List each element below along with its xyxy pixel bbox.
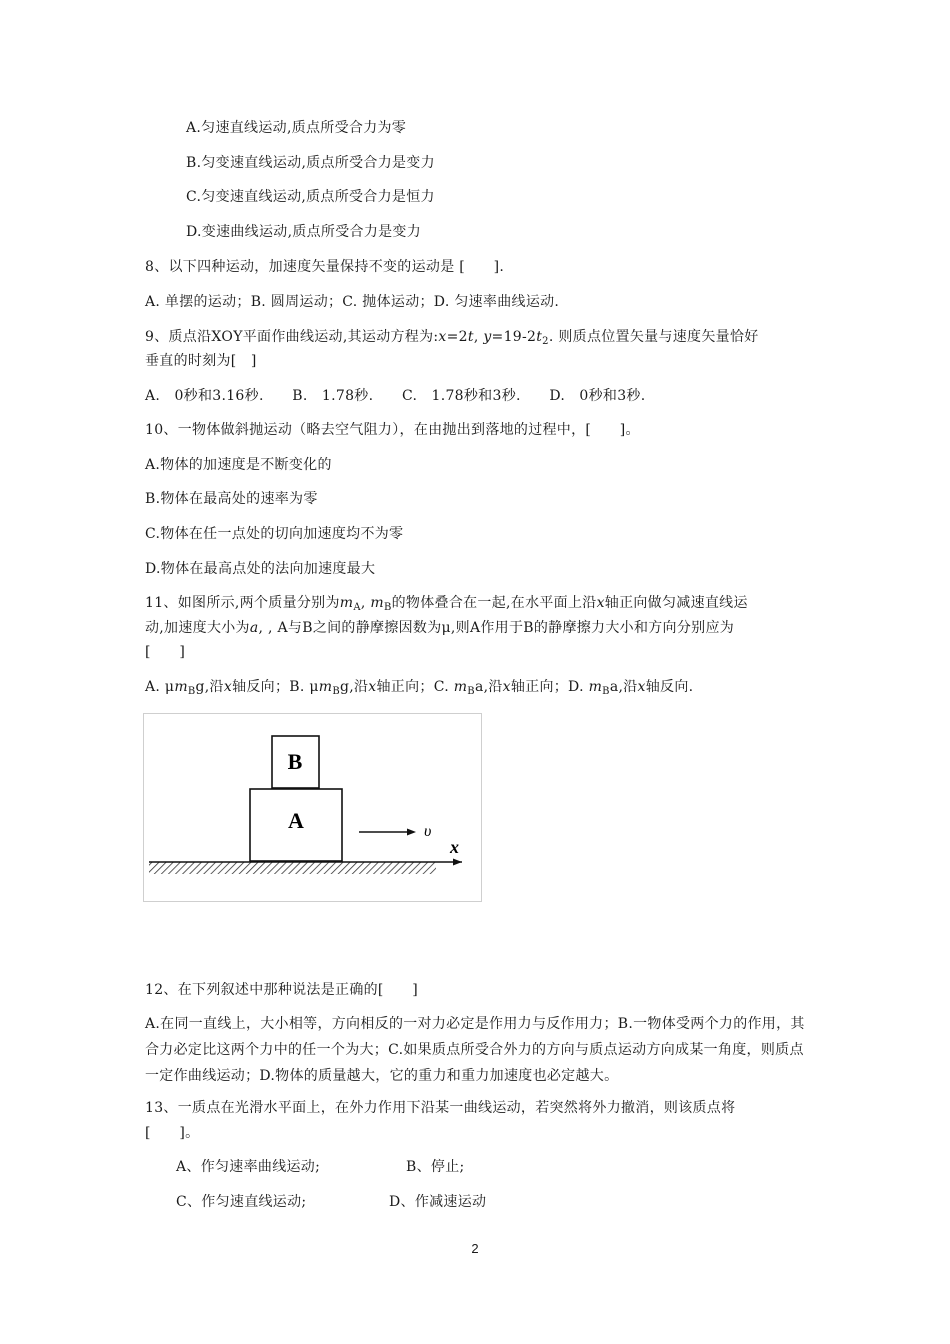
q13-stem-line2: [ ]。 — [145, 1125, 200, 1141]
q11-var-a: a — [249, 620, 259, 636]
q11-comma: , — [360, 595, 371, 611]
q11-var-m2: m — [370, 595, 384, 611]
q11-opt-a-1: A. μ — [145, 679, 175, 695]
q9-subscript: 2 — [542, 336, 549, 347]
block-diagram-svg — [144, 714, 481, 901]
q13-option-a: A、作匀速率曲线运动; — [176, 1159, 321, 1175]
page-number: 2 — [471, 1241, 479, 1256]
q13-option-c: C、作匀速直线运动; — [176, 1194, 307, 1210]
block-a-label: A — [288, 808, 304, 833]
q9-stem-tail: . 则质点位置矢量与速度矢量恰好 — [548, 329, 759, 345]
q7-option-b: B.匀变速直线运动,质点所受合力是变力 — [186, 155, 435, 171]
q11-bracket: [ ] — [145, 644, 186, 660]
q8-options: A. 单摆的运动；B. 圆周运动；C. 抛体运动；D. 匀速率曲线运动. — [145, 294, 560, 310]
velocity-label: υ — [424, 823, 432, 840]
q11-var-m: m — [339, 595, 354, 611]
q11-text-1: 11、如图所示,两个质量分别为 — [145, 595, 340, 611]
q11-line2 — [145, 619, 734, 637]
q10-option-b: B.物体在最高处的速率为零 — [145, 491, 318, 507]
q11-text-4: 动,加速度大小为 — [145, 620, 250, 636]
q9-options: A. 0秒和3.16秒. B. 1.78秒. C. 1.78秒和3秒. D. 0秒和3秒. — [145, 388, 646, 404]
q11-opt-d-sub: B — [602, 686, 610, 697]
q11-opt-c-3: 轴正向；D. — [510, 679, 589, 695]
x-axis-arrowhead — [453, 859, 462, 866]
q11-opt-b-2: g,沿 — [339, 679, 369, 695]
q11-opt-a-2: g,沿 — [195, 679, 224, 695]
q13-stem-line1: 13、一质点在光滑水平面上，在外力作用下沿某一曲线运动，若突然将外力撤消，则该质点将 — [145, 1100, 736, 1116]
q7-option-a: A.匀速直线运动,质点所受合力为零 — [186, 120, 407, 136]
q11-opt-c-m: m — [453, 679, 468, 695]
q11-opt-a-sub: B — [187, 686, 196, 697]
q11-opt-d-2: a,沿 — [609, 679, 638, 695]
q7-option-c: C.匀变速直线运动,质点所受合力是恒力 — [186, 189, 435, 205]
q9-stem-line2: 垂直的时刻为[ ] — [145, 353, 257, 369]
q9-var-y: y — [483, 329, 492, 345]
q10-option-a: A.物体的加速度是不断变化的 — [145, 457, 332, 473]
q9-x-eq: =2 — [446, 329, 468, 345]
q11-opt-c-x: x — [502, 679, 511, 695]
q12-stem: 12、在下列叙述中那种说法是正确的[ ] — [145, 982, 419, 998]
q11-text-2: 的物体叠合在一起,在水平面上沿 — [391, 595, 597, 611]
q11-text-5: , , A与B之间的静摩擦因数为μ,则A作用于B的静摩擦力大小和方向分别应为 — [258, 620, 735, 636]
q11-opt-d-3: 轴反向. — [645, 679, 694, 695]
q10-option-c: C.物体在任一点处的切向加速度均不为零 — [145, 526, 404, 542]
velocity-arrowhead — [407, 829, 416, 836]
q11-opt-b-m: m — [318, 679, 333, 695]
q11-opt-b-3: 轴正向；C. — [376, 679, 454, 695]
q11-text-3: 轴正向做匀减速直线运 — [604, 595, 748, 611]
q13-option-b: B、停止; — [406, 1159, 465, 1175]
q11-line1 — [145, 594, 748, 617]
q8-stem: 8、以下四种运动，加速度矢量保持不变的运动是 [ ]. — [145, 259, 505, 275]
q11-opt-d-m: m — [588, 679, 603, 695]
q11-options — [145, 678, 693, 701]
q9-sep: , — [473, 329, 484, 345]
q11-opt-c-2: a,沿 — [474, 679, 503, 695]
q11-sub-b: B — [383, 602, 392, 613]
q11-var-x: x — [596, 595, 605, 611]
q9-var-t: t — [467, 329, 474, 345]
block-diagram-figure — [143, 713, 482, 902]
ground-hatch — [149, 862, 436, 874]
q9-var-x: x — [438, 329, 447, 345]
q11-sub-a: A — [353, 602, 361, 613]
q9-stem-text: 9、质点沿XOY平面作曲线运动,其运动方程为: — [145, 329, 439, 345]
q12-body: A.在同一直线上，大小相等，方向相反的一对力必定是作用力与反作用力；B.一物体受两个力的作用，其合力必定比这两个力中的任一个为大；C.如果质点所受合外力的方向与质点运动方向成某一角度，则质点一定作曲线运动；D.物体的质量越大，它的重力和重力加速度也必定越大。 — [145, 1016, 805, 1084]
q11-opt-a-3: 轴反向；B. μ — [232, 679, 319, 695]
block-b-label: B — [287, 749, 303, 774]
q7-option-d: D.变速曲线运动,质点所受合力是变力 — [186, 224, 422, 240]
axis-label: x — [450, 837, 459, 857]
q11-opt-b-sub: B — [332, 686, 340, 697]
q11-opt-a-x: x — [223, 679, 233, 695]
q11-opt-c-sub: B — [467, 686, 475, 697]
q10-option-d: D.物体在最高点处的法向加速度最大 — [145, 561, 376, 577]
q10-stem: 10、一物体做斜抛运动（略去空气阻力），在由抛出到落地的过程中，[ ]。 — [145, 422, 640, 438]
q9-var-t2: t — [536, 329, 543, 345]
q11-opt-d-x: x — [637, 679, 646, 695]
q13-option-d: D、作减速运动 — [389, 1194, 487, 1210]
q11-opt-a-m: m — [174, 679, 188, 695]
q11-opt-b-x: x — [368, 679, 377, 695]
q9-y-eq: =19-2 — [491, 329, 537, 345]
q9-stem — [145, 328, 759, 351]
